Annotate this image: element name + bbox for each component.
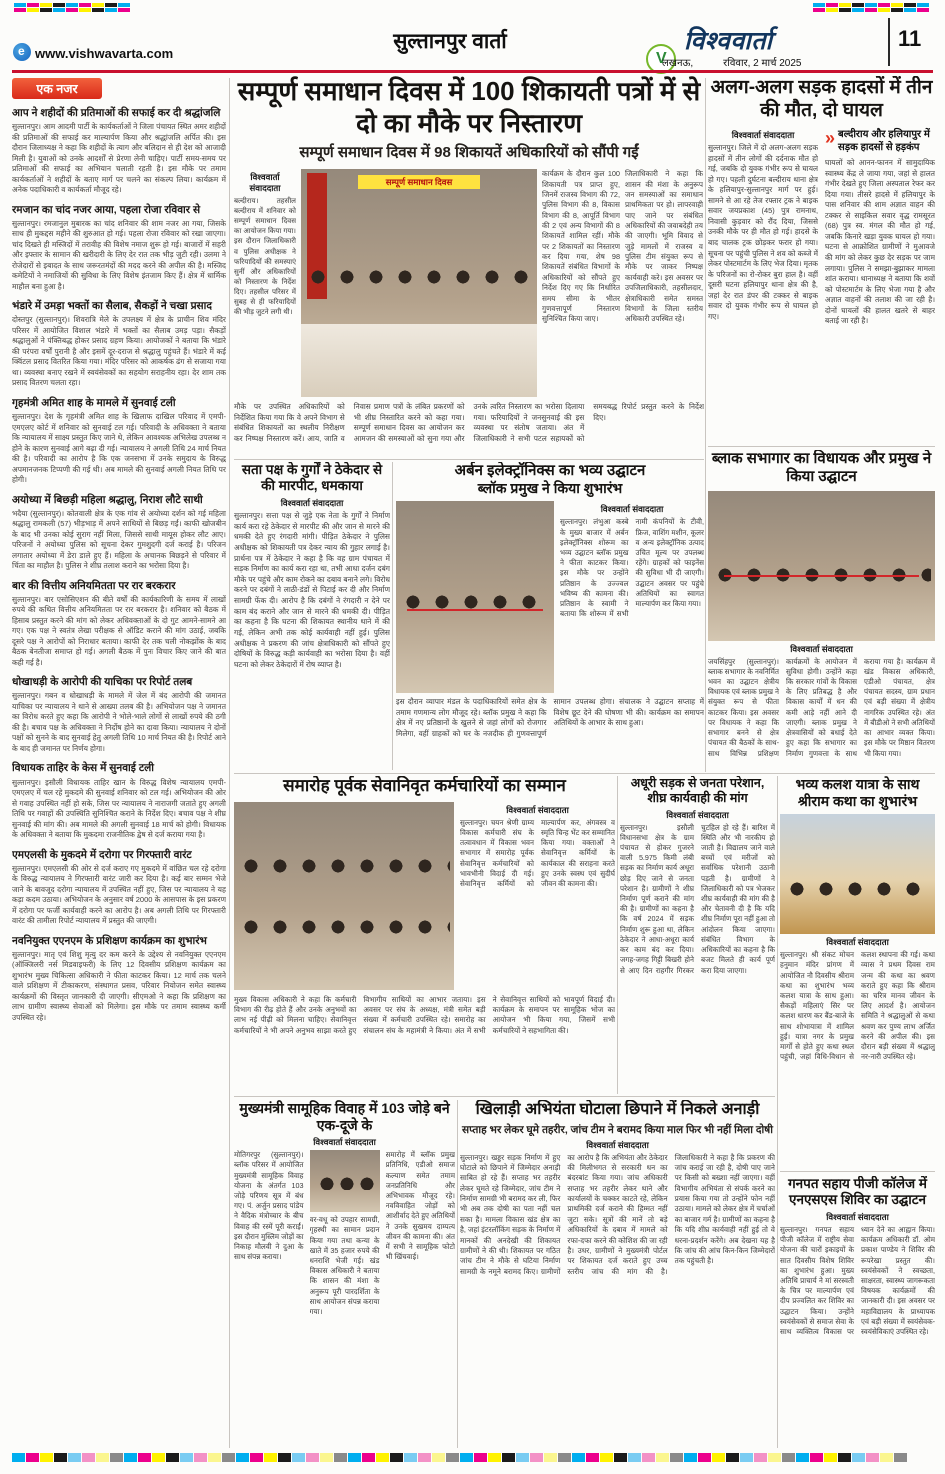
color-mark — [166, 1453, 179, 1462]
block-body: जयसिंहपुर (सुल्तानपुर)। ब्लाक सभागार के नवनिर्मित भवन का उद्घाटन क्षेत्रीय विधायक एवं ब्लाक प्रमुख ने संयुक्त रूप से फीता काटकर किया। इस अवसर पर विधायक ने कहा कि सभागार बनने से क्षेत्र पंचायत की बैठकों के साथ-साथ विभिन्न प्रशिक्षण कार्यक्रमों के आयोजन में सुविधा होगी। उन्होंने कहा कि सरकार गांवों के विकास के लिए प्रतिबद्ध है और विकास कार्यों में धन की कमी आड़े नहीं आने दी जाएगी। ब्लाक प्रमुख ने क्षेत्रवासियों को बधाई देते हुए कहा कि सभागार का निर्माण गुणवत्ता के साथ कराया गया है। कार्यक्रम में खंड विकास अधिकारी, एडीओ पंचायत, क्षेत्र पंचायत सदस्य, ग्राम प्रधान एवं बड़ी संख्या में क्षेत्रीय नागरिक उपस्थित रहे। अंत में बीडीओ ने सभी अतिथियों का आभार व्यक्त किया। इस मौके पर मिष्ठान वितरण भी किया गया। — [708, 656, 935, 758]
ghotala-story — [460, 1100, 775, 1448]
news-brief-title: अयोध्या में बिछड़ी महिला श्रद्धालु, निराश लौटे साथी — [12, 493, 203, 506]
color-mark — [852, 8, 864, 12]
urban-photo — [396, 501, 554, 693]
masthead-title: विश्ववार्ता — [684, 27, 773, 55]
color-mark — [26, 1453, 39, 1462]
color-mark — [348, 1453, 361, 1462]
thekedar-story — [234, 462, 390, 770]
photo-people — [238, 854, 450, 880]
color-mark — [432, 1453, 445, 1462]
road-headline: अधूरी सड़क से जनता परेशान, शीघ्र कार्यवाही की मांग — [630, 776, 765, 806]
color-mark — [917, 8, 929, 12]
accident-col-2 — [825, 127, 935, 326]
color-mark — [40, 1453, 53, 1462]
urban-side-text: सुल्तानपुर। लंभुआ कस्बे के मुख्य बाजार में अर्बन इलेक्ट्रॉनिक्स शोरूम का भव्य उद्घाटन ब्लॉक प्रमुख ने फीता काटकर किया। इस मौके पर उन्होंने प्रतिष्ठान के उज्ज्वल भविष्य की कामना की। प्रतिष्ठान के स्वामी ने बताया कि शोरूम में सभी नामी कंपनियों के टीवी, फ्रिज, वाशिंग मशीन, कूलर व अन्य इलेक्ट्रॉनिक उत्पाद उचित मूल्य पर उपलब्ध रहेंगे। ग्राहकों को फाइनेंस की सुविधा भी दी जाएगी। उद्घाटन अवसर पर पहुंचे अतिथियों का स्वागत माल्यार्पण कर किया गया। — [560, 517, 704, 619]
urban-byline: विश्ववार्ता संवाददाता — [600, 504, 664, 515]
photo-people — [314, 1172, 376, 1190]
color-mark — [544, 1453, 557, 1462]
lead-body-row — [234, 169, 704, 397]
divider — [457, 1100, 458, 1448]
color-mark — [418, 1453, 431, 1462]
accident-kicker-text: बल्दीराय और हलियापुर में सड़क हादसों से हड़कंप — [838, 129, 930, 153]
color-mark — [878, 3, 890, 7]
vivah-col3: समारोह में ब्लॉक प्रमुख प्रतिनिधि, एडीओ समाज कल्याण समेत तमाम जनप्रतिनिधि और अभिभावक मौजूद रहे। नवविवाहित जोड़ों को आशीर्वाद देते हुए अतिथियों ने उनके सुखमय दाम्पत्य जीवन की कामना की। अंत में सभी ने सामूहिक फोटो भी खिंचवाई। — [385, 1150, 455, 1262]
color-mark — [572, 1453, 585, 1462]
retire-photo — [234, 802, 454, 990]
vivah-byline: विश्ववार्ता संवाददाता — [313, 1137, 376, 1148]
color-mark — [40, 8, 52, 12]
page-number-bar — [888, 18, 890, 66]
vivah-photo — [310, 1150, 380, 1212]
lead-photo — [301, 169, 537, 397]
kalash-headline: भव्य कलश यात्रा के साथ श्रीराम कथा का शुभारंभ — [795, 776, 920, 810]
color-mark — [740, 1453, 753, 1462]
color-mark — [684, 1453, 697, 1462]
retire-body-row — [234, 802, 615, 990]
color-mark — [782, 1453, 795, 1462]
color-mark — [826, 3, 838, 7]
road-byline: विश्ववार्ता संवाददाता — [666, 809, 729, 820]
color-mark — [614, 1453, 627, 1462]
news-brief-title: भंडारे में उमड़ा भक्तों का सैलाब, सैकड़ों ने चखा प्रसाद — [12, 300, 212, 313]
website-url: www.vishwavarta.com — [35, 46, 174, 61]
accident-byline: विश्ववार्ता संवाददाता — [731, 130, 795, 141]
accident-col-1 — [708, 127, 818, 326]
retire-side-col — [460, 802, 615, 990]
urban-side-col — [560, 501, 704, 693]
color-mark — [891, 8, 903, 12]
color-mark — [82, 1453, 95, 1462]
color-mark — [66, 8, 78, 12]
color-mark — [250, 1453, 263, 1462]
divider — [229, 78, 230, 1448]
divider — [708, 446, 935, 447]
urban-headline-2: ब्लॉक प्रमुख ने किया शुभारंभ — [477, 480, 623, 497]
news-brief-body: सुल्तानपुर। गबन व धोखाधड़ी के मामले में जेल में बंद आरोपी की जमानत याचिका पर न्यायालय ने थाने से आख्या तलब की है। अभियोजन पक्ष ने जमानत का विरोध करते हुए कहा कि आरोपी ने भोले-भाले लोगों से लाखों रुपये की ठगी की है। बचाव पक्ष के अधिवक्ता ने निर्दोष होने का दावा किया। न्यायालय ने दोनों पक्षों को सुनने के बाद सुनवाई हेतु अगली तिथि 10 मार्च नियत की है। रिपोर्ट आने के बाद ही जमानत पर निर्णय होगा। — [12, 691, 226, 753]
color-mark — [208, 1453, 221, 1462]
color-mark — [40, 3, 52, 7]
photo-people — [305, 265, 533, 291]
color-mark — [180, 1453, 193, 1462]
registration-marks-top-left — [14, 3, 132, 12]
lead-story — [234, 76, 704, 458]
vivah-col2-wrap — [310, 1150, 380, 1317]
divider — [392, 462, 393, 770]
divider — [234, 1096, 775, 1097]
color-mark — [894, 1453, 907, 1462]
lead-col-3 — [625, 169, 703, 397]
ribbon-cutting — [407, 609, 543, 611]
color-mark — [306, 1453, 319, 1462]
registration-marks-bottom — [12, 1453, 934, 1462]
block-photo — [708, 491, 935, 641]
ghotala-headline: खिलाड़ी अभियंता घोटाला छिपाने में निकले अनाड़ी — [475, 1101, 760, 1118]
color-mark — [152, 1453, 165, 1462]
color-mark — [79, 3, 91, 7]
urban-headline-1: अर्बन इलेक्ट्रॉनिक्स का भव्य उद्घाटन — [454, 462, 646, 479]
color-mark — [105, 8, 117, 12]
color-mark — [96, 1453, 109, 1462]
ek-nazar-item — [12, 580, 226, 669]
ek-nazar-item — [12, 494, 226, 572]
accident-story — [708, 76, 935, 444]
color-mark — [839, 3, 851, 7]
ek-nazar-column — [12, 78, 226, 1450]
section-title: सुल्तानपुर वार्ता — [393, 30, 507, 53]
accident-body-row — [708, 127, 935, 326]
accident-body1: सुल्तानपुर। जिले में दो अलग-अलग सड़क हादसों में तीन लोगों की दर्दनाक मौत हो गई, जबकि दो युवक गंभीर रूप से घायल हो गए। पहली दुर्घटना बल्दीराय थाना क्षेत्र के हलियापुर-सुल्तानपुर मार्ग पर हुई। सामने से आ रहे तेज रफ्तार ट्रक ने बाइक सवार जयप्रकाश (45) पुत्र रामनाथ, निवासी कुड़वार को रौंद दिया, जिससे उनकी मौके पर ही मौत हो गई। हादसे के बाद चालक ट्रक छोड़कर फरार हो गया। सूचना पर पहुंची पुलिस ने शव को कब्जे में लेकर पोस्टमार्टम के लिए भेज दिया। मृतक के परिजनों का रो-रोकर बुरा हाल है। वहीं दूसरी घटना हलियापुर थाना क्षेत्र की है, जहां देर रात डंपर की टक्कर से बाइक सवार दो युवक गंभीर रूप से घायल हो गए। — [708, 143, 818, 321]
urban-bottom-text: इस दौरान व्यापार मंडल के पदाधिकारियों समेत क्षेत्र के तमाम गणमान्य लोग मौजूद रहे। ब्लॉक प्रमुख ने कहा कि क्षेत्र में नए प्रतिष्ठानों के खुलने से जहां लोगों को रोजगार मिलेगा, वहीं ग्राहकों को घर के नजदीक ही गुणवत्तापूर्ण सामान उपलब्ध होगा। संचालक ने उद्घाटन सप्ताह में विशेष छूट देने की घोषणा भी की। कार्यक्रम का समापन अतिथियों के आभार के साथ हुआ। — [396, 697, 704, 738]
color-mark — [488, 1453, 501, 1462]
news-brief-title: धोखाधड़ी के आरोपी की याचिका पर रिपोर्ट तलब — [12, 676, 193, 689]
color-mark — [726, 1453, 739, 1462]
double-arrow-icon: » — [825, 128, 836, 149]
divider — [777, 776, 778, 1448]
color-mark — [891, 3, 903, 7]
divider — [780, 1171, 935, 1172]
divider — [705, 78, 706, 772]
lead-col3-text: जिलाधिकारी ने कहा कि शासन की मंशा के अनुरूप जन समस्याओं का समाधान प्राथमिकता पर हो। लापरवाही पाए जाने पर संबंधित अधिकारियों की जवाबदेही तय की जाएगी। भूमि विवाद से जुड़े मामलों में राजस्व व पुलिस टीम संयुक्त रूप से मौके पर जाकर निष्पक्ष कार्यवाही करे। इस अवसर पर उपजिलाधिकारी, तहसीलदार, क्षेत्राधिकारी समेत समस्त विभागों के जिला स्तरीय अधिकारी उपस्थित रहे। — [625, 169, 703, 324]
retire-story — [234, 776, 615, 1093]
color-mark — [12, 1453, 25, 1462]
lead-col2-text: कार्यक्रम के दौरान कुल 100 शिकायती पत्र प्राप्त हुए, जिनमें राजस्व विभाग की 72, पुलिस विभाग की 8, विकास विभाग की 8, आपूर्ति विभाग की 2 एवं अन्य विभागों की 8 शिकायतें शामिल रहीं। मौके पर 2 शिकायतों का निस्तारण कर दिया गया, शेष 98 शिकायतें संबंधित विभागों के अधिकारियों को सौंपते हुए निर्देश दिए गए कि निर्धारित समय सीमा के भीतर गुणवत्तापूर्ण निस्तारण सुनिश्चित किया जाए। — [542, 169, 620, 324]
nss-body: सुल्तानपुर। गनपत सहाय पीजी कॉलेज में राष्ट्रीय सेवा योजना की चारों इकाइयों के सात दिवसीय विशेष शिविर का शुभारंभ हुआ। मुख्य अतिथि प्राचार्य ने मां सरस्वती के चित्र पर माल्यार्पण एवं दीप प्रज्वलित कर शिविर का उद्घाटन किया। उन्होंने स्वयंसेवकों से समाज सेवा के साथ व्यक्तित्व विकास पर ध्यान देने का आह्वान किया। कार्यक्रम अधिकारी डॉ. ओम प्रकाश पाण्डेय ने शिविर की रूपरेखा प्रस्तुत की। स्वयंसेवकों ने स्वच्छता, साक्षरता, स्वास्थ्य जागरूकता विषयक कार्यक्रमों की जानकारी दी। इस अवसर पर महाविद्यालय के प्राध्यापक एवं बड़ी संख्या में स्वयंसेवक-स्वयंसेविकाएं उपस्थित रहे। — [780, 1224, 935, 1337]
divider — [234, 773, 935, 774]
color-mark — [53, 8, 65, 12]
photo-banner-text: सम्पूर्ण समाधान दिवस — [358, 175, 481, 189]
color-mark — [813, 8, 825, 12]
color-mark — [66, 3, 78, 7]
color-mark — [334, 1453, 347, 1462]
color-mark — [194, 1453, 207, 1462]
retire-side-text: सुल्तानपुर। चयन श्रेणी ग्राम्य विकास कर्मचारी संघ के तत्वावधान में विकास भवन सभागार में समारोह पूर्वक सेवानिवृत्त कर्मचारियों को भावभीनी विदाई दी गई। सेवानिवृत्त कर्मियों को माल्यार्पण कर, अंगवस्त्र व स्मृति चिन्ह भेंट कर सम्मानित किया गया। वक्ताओं ने सेवानिवृत्त कर्मियों के कार्यकाल की सराहना करते हुए उनके स्वस्थ एवं सुदीर्घ जीवन की कामना की। — [460, 817, 615, 889]
color-mark — [27, 3, 39, 7]
road-story — [620, 776, 775, 1093]
color-mark — [852, 3, 864, 7]
color-mark — [446, 1453, 459, 1462]
color-mark — [628, 1453, 641, 1462]
photo-people — [400, 590, 550, 616]
news-brief-body: सुल्तानपुर। मातृ एवं शिशु मृत्यु दर कम करने के उद्देश्य से नवनियुक्त एएनएम (ऑक्जिलरी नर्स मिडवाइफरी) के लिए 12 दिवसीय प्रशिक्षण कार्यक्रम का शुभारंभ मुख्य चिकित्सा अधिकारी ने फीता काटकर किया। 12 मार्च तक चलने वाले प्रशिक्षण में टीकाकरण, संस्थागत प्रसव, परिवार नियोजन समेत स्वास्थ्य कार्यक्रमों की विस्तृत जानकारी दी जाएगी। सीएमओ ने कहा कि प्रशिक्षण का लाभ ग्रामीण स्वास्थ्य सेवाओं को मिलेगा। इस मौके पर तमाम स्वास्थ्य कर्मी उपस्थित रहे। — [12, 949, 226, 1022]
news-brief-body: सुल्तानपुर। देश के गृहमंत्री अमित शाह के खिलाफ दाखिल परिवाद में एमपी-एमएलए कोर्ट में शनिवार को सुनवाई टल गई। परिवादी के अधिवक्ता ने बताया कि न्यायालय में साक्ष्य प्रस्तुत किए जाने थे, लेकिन आवश्यक अभिलेख उपलब्ध न होने के कारण सुनवाई आगे बढ़ा दी गई। न्यायालय ने अगली तिथि 24 मार्च नियत की है। परिवादी का आरोप है कि एक जनसभा में उनके समुदाय के विरुद्ध अपमानजनक टिप्पणी की गई थी। अब मामले की सुनवाई अगली नियत तिथि पर होगी। — [12, 412, 226, 484]
accident-kicker — [825, 129, 935, 154]
accident-headline: अलग-अलग सड़क हादसों में तीन की मौत, दो घायल — [710, 77, 933, 122]
kalash-byline: विश्ववार्ता संवाददाता — [826, 937, 889, 948]
color-mark — [404, 1453, 417, 1462]
color-mark — [278, 1453, 291, 1462]
news-brief-title: आप ने शहीदों की प्रतिमाओं की सफाई कर दी श्रद्धांजलि — [12, 107, 221, 119]
color-mark — [502, 1453, 515, 1462]
color-mark — [124, 1453, 137, 1462]
color-mark — [118, 3, 130, 7]
color-mark — [530, 1453, 543, 1462]
color-mark — [68, 1453, 81, 1462]
ek-nazar-item — [12, 204, 226, 293]
color-mark — [813, 3, 825, 7]
ghotala-subhead: सप्ताह भर लेकर घूमे तहरीर, जांच टीम ने बरामद किया माल फिर भी नहीं मिला दोषी — [462, 1123, 773, 1136]
news-brief-title: रमजान का चांद नजर आया, पहला रोजा रविवार से — [12, 203, 201, 216]
ghotala-byline: विश्ववार्ता संवाददाता — [586, 1139, 649, 1150]
vivah-body-row — [234, 1150, 455, 1317]
color-mark — [796, 1453, 809, 1462]
color-mark — [904, 8, 916, 12]
block-byline: विश्ववार्ता संवाददाता — [790, 643, 853, 654]
lead-bottom-text: मौके पर उपस्थित अधिकारियों को निर्देशित किया गया कि वे अपने विभाग से संबंधित शिकायतों का स्थलीय निरीक्षण कर निष्पक्ष निस्तारण करें। आय, जाति व निवास प्रमाण पत्रों के लंबित प्रकरणों को भी शीघ्र निस्तारित करने को कहा गया। सम्पूर्ण समाधान दिवस का आयोजन कर आमजन की समस्याओं को सुना गया और उनके त्वरित निस्तारण का भरोसा दिलाया गया। फरियादियों ने जनसुनवाई की इस व्यवस्था पर संतोष जताया। अंत में जिलाधिकारी ने सभी पटल सहायकों को समयबद्ध रिपोर्ट प्रस्तुत करने के निर्देश दिए। — [234, 402, 704, 443]
ek-nazar-item — [12, 300, 226, 389]
lead-col-2 — [542, 169, 620, 397]
vivah-headline: मुख्यमंत्री सामूहिक विवाह में 103 जोड़े बने एक-दूजे के — [239, 1100, 450, 1134]
color-mark — [92, 8, 104, 12]
color-mark — [917, 3, 929, 7]
ek-nazar-item — [12, 935, 226, 1024]
block-headline: ब्लाक सभागार का विधायक और प्रमुख ने किया उद्घाटन — [711, 450, 932, 486]
kalash-body: सुल्तानपुर। श्री संकट मोचन हनुमान मंदिर प्रांगण में आयोजित नौ दिवसीय श्रीराम कथा का शुभारंभ भव्य कलश यात्रा के साथ हुआ। सैकड़ों महिलाएं सिर पर कलश धारण कर बैंड-बाजे के साथ शोभायात्रा में शामिल हुईं। यात्रा नगर के प्रमुख मार्गों से होते हुए कथा स्थल पहुंची, जहां विधि-विधान से कलश स्थापना की गई। कथा व्यास ने प्रथम दिवस राम जन्म की कथा का श्रवण कराते हुए कहा कि श्रीराम का चरित्र मानव जीवन के लिए आदर्श है। आयोजन समिति ने श्रद्धालुओं से कथा श्रवण कर पुण्य लाभ अर्जित करने की अपील की। इस दौरान बड़ी संख्या में श्रद्धालु नर-नारी उपस्थित रहे। — [780, 950, 935, 1062]
retire-byline: विश्ववार्ता संवाददाता — [506, 804, 569, 815]
color-mark — [264, 1453, 277, 1462]
masthead-rule — [12, 70, 933, 73]
news-brief-body: सुल्तानपुर। आम आदमी पार्टी के कार्यकर्ताओं ने जिला पंचायत स्थित अमर शहीदों की प्रतिमाओं की सफाई कर माल्यार्पण किया और श्रद्धांजलि अर्पित की। इस दौरान जिलाध्यक्ष ने कहा कि शहीदों के त्याग और बलिदान से ही देश को आजादी मिली है। युवाओं को उनके आदर्शों से प्रेरणा लेनी चाहिए। पार्टी समय-समय पर प्रतिमाओं की सफाई का अभियान चलाती रहती है। इस मौके पर तमाम कार्यकर्ताओं ने शहीदों के बताए मार्ग पर चलने का संकल्प लिया। कार्यक्रम में अनेक पदाधिकारी व कार्यकर्ता मौजूद रहे। — [12, 122, 226, 195]
lead-col1-text: बल्दीराय। तहसील बल्दीराय में शनिवार को सम्पूर्ण समाधान दिवस का आयोजन किया गया। इस दौरान जिलाधिकारी व पुलिस अधीक्षक ने फरियादियों की समस्याएं सुनीं और अधिकारियों को निस्तारण के निर्देश दिए। तहसील परिसर में सुबह से ही फरियादियों की भीड़ जुटने लगी थी। — [234, 197, 296, 316]
color-mark — [852, 1453, 865, 1462]
color-mark — [826, 8, 838, 12]
dateline — [662, 55, 801, 69]
color-mark — [474, 1453, 487, 1462]
color-mark — [866, 1453, 879, 1462]
urban-body-row — [396, 501, 704, 693]
divider — [234, 459, 704, 460]
news-brief-title: विधायक ताहिर के केस में सुनवाई टली — [12, 762, 154, 775]
color-mark — [53, 3, 65, 7]
lead-col-1 — [234, 169, 296, 397]
color-mark — [754, 1453, 767, 1462]
color-mark — [865, 3, 877, 7]
color-mark — [670, 1453, 683, 1462]
color-mark — [236, 1453, 249, 1462]
color-mark — [110, 1453, 123, 1462]
ghotala-body: सुल्तानपुर। खड्डर सड़क निर्माण में हुए घोटाले को छिपाने में जिम्मेदार अनाड़ी साबित हो रहे हैं। सप्ताह भर तहरीर लेकर घूमते रहे जिम्मेदार, जांच टीम ने निर्माण सामग्री भी बरामद कर ली, फिर भी अब तक दोषी का पता नहीं चल सका है। मामला विकास खंड क्षेत्र का है, जहां इंटरलॉकिंग सड़क के निर्माण में मानकों की अनदेखी की शिकायत ग्रामीणों ने की थी। शिकायत पर गठित जांच टीम ने मौके से घटिया निर्माण सामग्री के नमूने बरामद किए। ग्रामीणों का आरोप है कि अभियंता और ठेकेदार की मिलीभगत से सरकारी धन का बंदरबांट किया गया। जांच अधिकारी सप्ताह भर तहरीर लेकर थाने और कार्यालयों के चक्कर काटते रहे, लेकिन प्राथमिकी दर्ज कराने की हिम्मत नहीं जुटा सके। सूत्रों की मानें तो बड़े अधिकारियों के दबाव में मामले को रफा-दफा करने की कोशिश की जा रही है। उधर, ग्रामीणों ने मुख्यमंत्री पोर्टल पर शिकायत दर्ज कराते हुए उच्च स्तरीय जांच की मांग की है। जिलाधिकारी ने कहा है कि प्रकरण की जांच कराई जा रही है, दोषी पाए जाने पर किसी को बख्शा नहीं जाएगा। वहीं विभागीय अभियंता से संपर्क करने का प्रयास किया गया तो उन्होंने फोन नहीं उठाया। मामले को लेकर क्षेत्र में चर्चाओं का बाजार गर्म है। ग्रामीणों का कहना है कि यदि शीघ्र कार्यवाही नहीं हुई तो वे धरना-प्रदर्शन करेंगे। अब देखना यह है कि जांच की आंच किन-किन जिम्मेदारों तक पहुंचती है। — [460, 1152, 775, 1276]
color-mark — [14, 3, 26, 7]
page-number: 11 — [898, 26, 922, 51]
nss-story — [780, 1176, 935, 1448]
lead-byline: विश्ववार्ता संवाददाता — [249, 172, 281, 194]
color-mark — [904, 3, 916, 7]
photo-people — [238, 915, 450, 941]
dateline-date: रविवार, 2 मार्च 2025 — [723, 58, 802, 69]
color-mark — [865, 8, 877, 12]
color-mark — [810, 1453, 823, 1462]
photo-table — [301, 324, 537, 397]
dateline-city: लखनऊ, — [662, 58, 694, 69]
color-mark — [712, 1453, 725, 1462]
news-brief-body: सुल्तानपुर। एमएलसी की ओर से दर्ज कराए गए मुकदमे में वांछित चल रहे दरोगा के विरुद्ध न्यायालय ने गिरफ्तारी वारंट जारी कर दिया है। कई बार सम्मन भेजे जाने के बावजूद दरोगा न्यायालय में उपस्थित नहीं हुए, जिस पर न्यायालय ने यह कड़ा कदम उठाया। अभियोजन के अनुसार वर्ष 2000 के आसपास के इस प्रकरण में दरोगा पर फर्जी कार्यवाही करने का आरोप है। अब अगली तिथि पर गिरफ्तारी वारंट की तामीला रिपोर्ट न्यायालय में प्रस्तुत की जाएगी। — [12, 863, 226, 926]
lead-headline: सम्पूर्ण समाधान दिवस में 100 शिकायती पत्रों में से दो का मौके पर निस्तारण — [237, 76, 701, 138]
color-mark — [320, 1453, 333, 1462]
nss-headline: गनपत सहाय पीजी कॉलेज में एनएसएस शिविर का उद्घाटन — [788, 1176, 927, 1208]
road-body: सुल्तानपुर। इसौली विधानसभा क्षेत्र के ग्राम पंचायत से होकर गुजरने वाली 5.975 किमी लंबी सड़क का निर्माण कार्य अधूरा छोड़ दिए जाने से जनता परेशान है। ग्रामीणों ने शीघ्र निर्माण पूर्ण कराने की मांग की है। ग्रामीणों का कहना है कि वर्ष 2024 में सड़क निर्माण शुरू हुआ था, लेकिन ठेकेदार ने आधा-अधूरा कार्य कर काम बंद कर दिया। जगह-जगह गिट्टी बिखरी होने से आए दिन राहगीर गिरकर चुटहिल हो रहे हैं। बारिश में स्थिति और भी नारकीय हो जाती है। विद्यालय जाने वाले बच्चों एवं मरीजों को सर्वाधिक परेशानी उठानी पड़ती है। ग्रामीणों ने जिलाधिकारी को पत्र भेजकर शीघ्र कार्यवाही की मांग की है और चेतावनी दी है कि यदि शीघ्र निर्माण पूरा नहीं हुआ तो आंदोलन किया जाएगा। संबंधित विभाग के अधिकारियों का कहना है कि बजट मिलते ही कार्य पूर्ण करा दिया जाएगा। — [620, 822, 775, 975]
accident-body2: घायलों को आनन-फानन में सामुदायिक स्वास्थ्य केंद्र ले जाया गया, जहां से हालत गंभीर देखते हुए जिला अस्पताल रेफर कर दिया गया। तीसरे हादसे में हलियापुर के पास शनिवार की शाम अज्ञात वाहन की टक्कर से साइकिल सवार वृद्ध रामसूरत (68) पुत्र स्व. मंगल की मौत हो गई, जबकि किनारे खड़ा युवक घायल हो गया। घटना से आक्रोशित ग्रामीणों ने मुआवजे की मांग को लेकर कुछ देर सड़क पर जाम लगाया। पुलिस ने समझा-बुझाकर मामला शांत कराया। थानाध्यक्ष ने बताया कि शवों को पोस्टमार्टम के लिए भेजा गया है और अज्ञात वाहनों की तलाश की जा रही है। दोनों घायलों की हालत खतरे से बाहर बताई जा रही है। — [825, 158, 935, 326]
color-mark — [768, 1453, 781, 1462]
website-globe-icon — [13, 43, 31, 61]
nss-byline: विश्ववार्ता संवाददाता — [826, 1211, 889, 1222]
retire-headline: समारोह पूर्वक सेवानिवृत कर्मचारियों का सम्मान — [283, 776, 566, 795]
color-mark — [292, 1453, 305, 1462]
ek-nazar-item — [12, 762, 226, 840]
ek-nazar-item — [12, 107, 226, 196]
color-mark — [698, 1453, 711, 1462]
color-mark — [27, 8, 39, 12]
news-brief-body: सुल्तानपुर। इसौली विधायक ताहिर खान के विरुद्ध विशेष न्यायालय एमपी-एमएलए में चल रहे मुकदमे की सुनवाई शनिवार को टल गई। अभियोजन की ओर से गवाह उपस्थित नहीं हो सके, जिस पर न्यायालय ने नाराजगी जताते हुए अगली तिथि पर गवाहों की उपस्थिति सुनिश्चित कराने के निर्देश दिए। बचाव पक्ष ने शीघ्र सुनवाई की मांग की। अब मामले की अगली सुनवाई 18 मार्च को होगी। विधायक के अधिवक्ता ने बताया कि मुकदमा राजनीतिक द्वेष से दर्ज कराया गया है। — [12, 777, 226, 839]
color-mark — [642, 1453, 655, 1462]
color-mark — [516, 1453, 529, 1462]
ek-nazar-item — [12, 676, 226, 754]
kalash-story — [780, 776, 935, 1168]
color-mark — [460, 1453, 473, 1462]
color-mark — [880, 1453, 893, 1462]
divider — [617, 776, 618, 1094]
news-brief-title: बार की वित्तीय अनियमितता पर रार बरकरार — [12, 579, 176, 592]
color-mark — [376, 1453, 389, 1462]
color-mark — [878, 8, 890, 12]
news-brief-title: गृहमंत्री अमित शाह के मामले में सुनवाई टली — [12, 396, 176, 409]
news-brief-body: सुल्तानपुर। बार एसोसिएशन की बीते वर्षों की कार्यकारिणी के समय में लाखों रुपये की कथित वित्तीय अनियमितता पर रार बरकरार है। शनिवार को बैठक में हिसाब प्रस्तुत करने की मांग को लेकर अधिवक्ताओं के दो गुट आमने-सामने आ गए। एक पक्ष ने स्वतंत्र लेखा परीक्षक से ऑडिट कराने की मांग उठाई, जबकि दूसरे पक्ष ने आरोपों को निराधार बताया। काफी देर तक चली नोकझोंक के बाद बैठक बेनतीजा समाप्त हो गई। अगली बैठक में पुनः विचार किए जाने की बात कही गई है। — [12, 594, 226, 667]
color-mark — [390, 1453, 403, 1462]
color-mark — [656, 1453, 669, 1462]
color-mark — [79, 8, 91, 12]
urban-story — [396, 462, 704, 770]
news-brief-body: सुल्तानपुर। रमजानुल मुबारक का चांद शनिवार की शाम नजर आ गया, जिसके साथ ही मुकद्दस महीने की शुरुआत हो गई। पहला रोजा रविवार को रखा जाएगा। चांद दिखते ही मस्जिदों में तरावीह की विशेष नमाज शुरू हो गई। बाजारों में सहरी और इफ्तार के सामान की खरीदारी के लिए देर रात तक भीड़ जुटी रही। उलमा ने रोजेदारों से इबादत के साथ जरूरतमंदों की मदद करने की अपील की है। मस्जिद कमेटियों ने नमाजियों की सुविधा के लिए विशेष इंतजाम किए हैं। क्षेत्र में धार्मिक माहौल बना हुआ है। — [12, 218, 226, 291]
color-mark — [92, 3, 104, 7]
news-brief-body: भदैया (सुल्तानपुर)। कोतवाली क्षेत्र के एक गांव से अयोध्या दर्शन को गई महिला श्रद्धालु रामकली (57) भीड़भाड़ में अपने साथियों से बिछड़ गईं। काफी खोजबीन के बाद भी उनका कोई सुराग नहीं मिला, जिससे साथी मायूस होकर लौट आए। परिजनों ने अयोध्या पुलिस को सूचना देकर गुमशुदगी दर्ज कराई है। परिजन लगातार अयोध्या में डेरा डाले हुए हैं। महिला के अचानक बिछड़ने से परिवार में चिंता का माहौल है। पुलिस ने शीघ्र तलाश कराने का भरोसा दिया है। — [12, 508, 226, 571]
vivah-story — [234, 1100, 455, 1448]
retire-bottom-text: मुख्य विकास अधिकारी ने कहा कि कर्मचारी विभाग की रीढ़ होते हैं और उनके अनुभवों का लाभ नई पीढ़ी को मिलना चाहिए। सेवानिवृत्त कर्मचारियों ने भी अपने अनुभव साझा करते हुए विभागीय साथियों का आभार जताया। इस अवसर पर संघ के अध्यक्ष, मंत्री समेत बड़ी संख्या में कर्मचारी उपस्थित रहे। समारोह का संचालन संघ के महामंत्री ने किया। अंत में सभी ने सेवानिवृत्त साथियों को भावपूर्ण विदाई दी। कार्यक्रम के समापन पर सामूहिक भोज का आयोजन भी किया गया, जिसमें सभी कर्मचारियों ने सहभागिता की। — [234, 994, 615, 1035]
ek-nazar-item — [12, 397, 226, 486]
color-mark — [118, 8, 130, 12]
photo-people — [784, 877, 931, 903]
color-mark — [838, 1453, 851, 1462]
ek-nazar-header: एक नजर — [12, 78, 102, 99]
ek-nazar-item — [12, 849, 226, 927]
lead-subhead: सम्पूर्ण समाधान दिवस में 98 शिकायतें अधिकारियों को सौंपी गईं — [299, 144, 639, 162]
thekedar-headline: सता पक्ष के गुर्गों ने ठेकेदार से की मारपीट, धमकाया — [241, 462, 383, 494]
block-sabhagar-story — [708, 450, 935, 772]
color-mark — [138, 1453, 151, 1462]
thekedar-body: सुल्तानपुर। सत्ता पक्ष से जुड़े एक नेता के गुर्गों ने निर्माण कार्य करा रहे ठेकेदार से मारपीट की और जान से मारने की धमकी देते हुए रंगदारी मांगी। पीड़ित ठेकेदार ने पुलिस अधीक्षक को शिकायती पत्र देकर न्याय की गुहार लगाई है। प्रार्थना पत्र में ठेकेदार ने कहा है कि वह ग्राम पंचायत में सड़क निर्माण का कार्य करा रहा था, तभी आधा दर्जन दबंग मौके पर पहुंचे और काम रोकने का दबाव बनाने लगे। विरोध करने पर दबंगों ने लाठी-डंडों से पिटाई कर दी और निर्माण सामग्री फेंक दी। आरोप है कि दबंगों ने रंगदारी न देने पर काम बंद कराने और जान से मारने की धमकी दी। पीड़ित का कहना है कि घटना की शिकायत स्थानीय थाने में की गई, लेकिन अभी तक कोई कार्यवाही नहीं हुई। पुलिस अधीक्षक ने प्रकरण की जांच क्षेत्राधिकारी को सौंपते हुए दोषियों के विरुद्ध कड़ी कार्यवाही का भरोसा दिया है। वहीं घटना को लेकर ठेकेदारों में रोष व्याप्त है। — [234, 510, 390, 669]
news-brief-body: दोस्तपुर (सुल्तानपुर)। शिवरात्रि मेले के उपलक्ष्य में क्षेत्र के प्राचीन शिव मंदिर परिसर में आयोजित विशाल भंडारे में भक्तों का सैलाब उमड़ पड़ा। सैकड़ों श्रद्धालुओं ने पंक्तिबद्ध होकर प्रसाद ग्रहण किया। आयोजकों ने बताया कि भंडारे की परंपरा वर्षों पुरानी है और इसमें दूर-दराज से श्रद्धालु पहुंचते हैं। भंडारे में कई क्विंटल प्रसाद वितरित किया गया। मंदिर परिसर को आकर्षक ढंग से सजाया गया था। व्यवस्था बनाए रखने में स्वयंसेवकों का सहयोग सराहनीय रहा। देर शाम तक प्रसाद वितरण चलता रहा। — [12, 315, 226, 388]
color-mark — [54, 1453, 67, 1462]
color-mark — [558, 1453, 571, 1462]
news-brief-title: एमएलसी के मुकदमे में दरोगा पर गिरफ्तारी वारंट — [12, 848, 192, 861]
color-mark — [586, 1453, 599, 1462]
thekedar-byline: विश्ववार्ता संवाददाता — [280, 497, 344, 508]
color-mark — [14, 8, 26, 12]
color-mark — [362, 1453, 375, 1462]
news-brief-title: नवनियुक्त एएनएम के प्रशिक्षण कार्यक्रम का शुभारंभ — [12, 934, 207, 947]
vivah-col1: मोतिगरपुर (सुल्तानपुर)। ब्लॉक परिसर में आयोजित मुख्यमंत्री सामूहिक विवाह योजना के अंतर्गत 103 जोड़े परिणय सूत्र में बंध गए। पं. अर्जुन प्रसाद पांडेय ने वैदिक मंत्रोच्चार के बीच विवाह की रस्में पूरी कराईं। इस दौरान मुस्लिम जोड़ों का निकाह मौलवी ने दुआ के साथ संपन्न कराया। — [234, 1150, 304, 1262]
color-mark — [105, 3, 117, 7]
color-mark — [824, 1453, 837, 1462]
ribbon-cutting — [724, 575, 919, 577]
vivah-col2: वर-वधू को उपहार सामग्री, गृहस्थी का सामान प्रदान किया गया तथा कन्या के खाते में 35 हजार रुपये की धनराशि भेजी गई। खंड विकास अधिकारी ने बताया कि शासन की मंशा के अनुरूप पूरी पारदर्शिता के साथ आयोजन संपन्न कराया गया। — [309, 1215, 380, 1317]
color-mark — [222, 1453, 235, 1462]
color-mark — [839, 8, 851, 12]
kalash-photo — [780, 814, 935, 934]
color-mark — [600, 1453, 613, 1462]
registration-marks-top-right — [813, 3, 931, 12]
